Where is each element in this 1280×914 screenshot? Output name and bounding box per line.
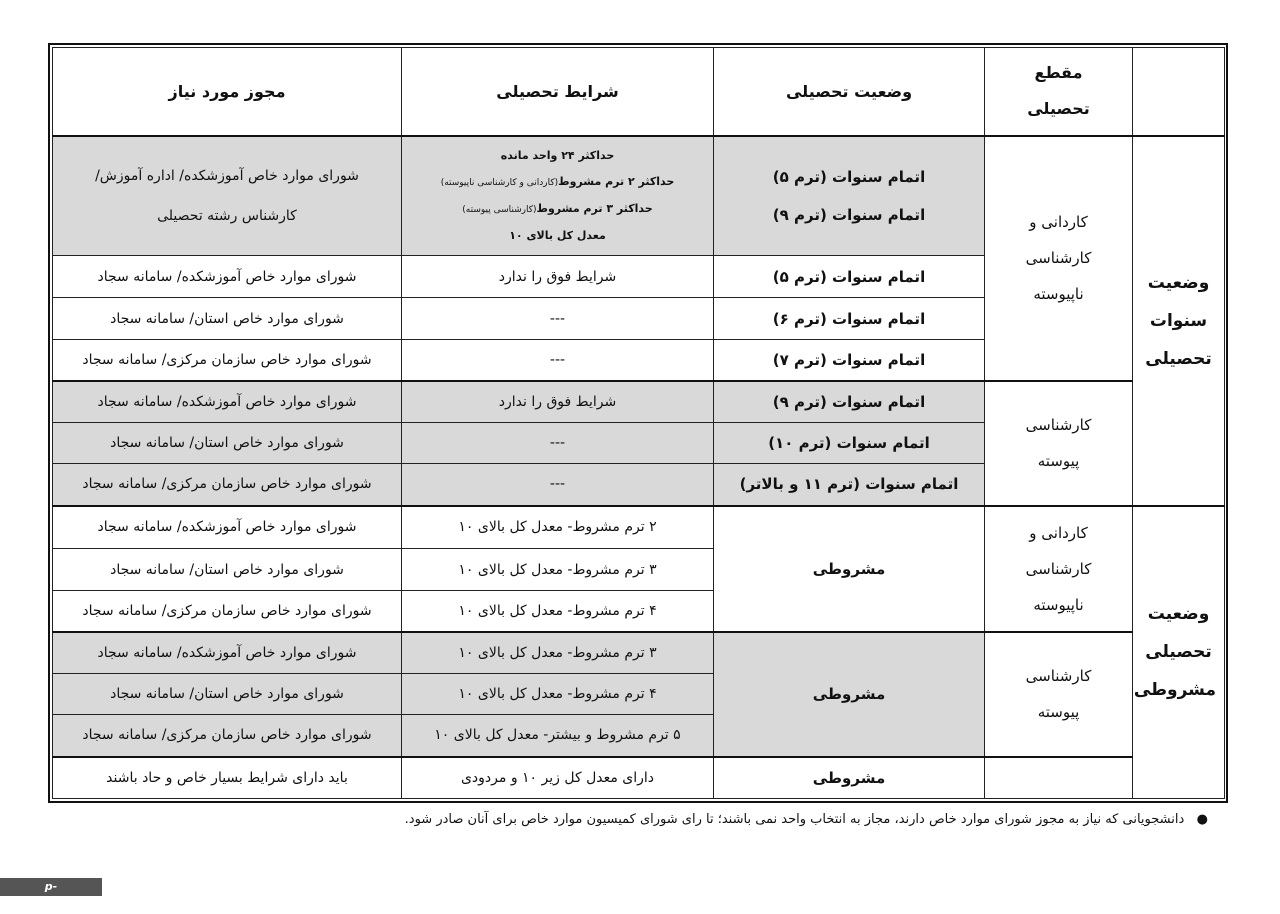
permit-cell: شورای موارد خاص آموزشکده/ سامانه سجاد (53, 632, 402, 674)
bullet-icon: ● (1184, 812, 1208, 827)
status-cell (714, 136, 985, 256)
conditions-cell: شرایط فوق را ندارد (402, 256, 714, 298)
conditions-cell: ۳ ترم مشروط- معدل کل بالای ۱۰ (402, 632, 714, 674)
status-line: اتمام سنوات (ترم ۵) (772, 167, 926, 186)
header-permit: مجوز مورد نیاز (53, 48, 402, 136)
conditions-cell: ۴ ترم مشروط- معدل کل بالای ۱۰ (402, 591, 714, 632)
permit-cell: شورای موارد خاص سازمان مرکزی/ سامانه سجاد (53, 340, 402, 381)
condition-note: (کاردانی و کارشناسی ناپیوسته) (440, 177, 559, 188)
conditions-cell: ۲ ترم مشروط- معدل کل بالای ۱۰ (402, 506, 714, 549)
status-cell: اتمام سنوات (ترم ۵) (714, 256, 985, 298)
table-row (53, 136, 1225, 256)
condition-note: (کارشناسی پیوسته) (462, 204, 537, 215)
group-probation: وضعیت تحصیلی مشروطی (1133, 506, 1225, 799)
condition-text: حداکثر ۲ ترم مشروط (558, 174, 675, 188)
status-line: اتمام سنوات (ترم ۹) (772, 205, 926, 224)
permit-cell: شورای موارد خاص استان/ سامانه سجاد (53, 423, 402, 464)
conditions-cell: --- (402, 464, 714, 506)
table-row (53, 506, 1225, 549)
rules-table-frame (48, 43, 1228, 803)
condition-text: حداکثر ۳ ترم مشروط (536, 201, 653, 215)
level-noncontinuous: کاردانی و کارشناسی ناپیوسته (985, 136, 1133, 381)
permit-cell: شورای موارد خاص استان/ سامانه سجاد (53, 674, 402, 715)
table-row (53, 381, 1225, 423)
status-cell: مشروطی (714, 757, 985, 799)
header-conditions: شرایط تحصیلی (402, 48, 714, 136)
permit-cell: شورای موارد خاص آموزشکده/ سامانه سجاد (53, 381, 402, 423)
conditions-cell: ۵ ترم مشروط و بیشتر- معدل کل بالای ۱۰ (402, 715, 714, 757)
permit-cell: شورای موارد خاص آموزشکده/ سامانه سجاد (53, 256, 402, 298)
permit-cell: شورای موارد خاص استان/ سامانه سجاد (53, 549, 402, 591)
permit-cell: شورای موارد خاص استان/ سامانه سجاد (53, 298, 402, 340)
condition-line: معدل کل بالای ۱۰ (509, 228, 606, 242)
permit-cell: شورای موارد خاص آموزشکده/ سامانه سجاد (53, 506, 402, 549)
header-status: وضعیت تحصیلی (714, 48, 985, 136)
conditions-cell: --- (402, 423, 714, 464)
conditions-cell: ۴ ترم مشروط- معدل کل بالای ۱۰ (402, 674, 714, 715)
permit-cell: شورای موارد خاص سازمان مرکزی/ سامانه سجاد (53, 591, 402, 632)
status-cell: اتمام سنوات (ترم ۷) (714, 340, 985, 381)
footnote-text: دانشجویانی که نیاز به مجوز شورای موارد خاص دارند، مجاز به انتخاب واحد نمی باشند؛ تا رای شورای کمیسیون موارد خاص برای آنان صادر شود. (404, 812, 1185, 827)
conditions-cell: --- (402, 298, 714, 340)
conditions-cell (402, 136, 714, 256)
footnote (405, 812, 1208, 827)
table-row (53, 632, 1225, 674)
condition-line (406, 196, 709, 223)
condition-line: حداکثر ۲۴ واحد مانده (500, 148, 615, 162)
conditions-cell: دارای معدل کل زیر ۱۰ و مردودی (402, 757, 714, 799)
status-cell: مشروطی (714, 506, 985, 632)
header-row (53, 48, 1225, 136)
table-row (53, 757, 1225, 799)
status-cell: اتمام سنوات (ترم ۶) (714, 298, 985, 340)
header-category (1133, 48, 1225, 136)
watermark: p-anzali.tvu.ac.ir (0, 878, 102, 896)
level-noncontinuous: کاردانی و کارشناسی ناپیوسته (985, 506, 1133, 632)
rules-table (52, 47, 1225, 799)
status-cell: اتمام سنوات (ترم ۹) (714, 381, 985, 423)
status-cell: مشروطی (714, 632, 985, 757)
level-continuous: کارشناسی پیوسته (985, 632, 1133, 757)
permit-cell: باید دارای شرایط بسیار خاص و حاد باشند (53, 757, 402, 799)
status-cell: اتمام سنوات (ترم ۱۰) (714, 423, 985, 464)
permit-cell: شورای موارد خاص سازمان مرکزی/ سامانه سجاد (53, 464, 402, 506)
header-level: مقطع تحصیلی (985, 48, 1133, 136)
conditions-cell: --- (402, 340, 714, 381)
level-empty (985, 757, 1133, 799)
permit-cell: شورای موارد خاص آموزشکده/ اداره آموزش/ کارشناس رشته تحصیلی (53, 136, 402, 256)
condition-line (406, 169, 709, 196)
permit-cell: شورای موارد خاص سازمان مرکزی/ سامانه سجاد (53, 715, 402, 757)
group-years: وضعیت سنوات تحصیلی (1133, 136, 1225, 506)
conditions-cell: شرایط فوق را ندارد (402, 381, 714, 423)
status-cell: اتمام سنوات (ترم ۱۱ و بالاتر) (714, 464, 985, 506)
level-continuous: کارشناسی پیوسته (985, 381, 1133, 506)
conditions-cell: ۳ ترم مشروط- معدل کل بالای ۱۰ (402, 549, 714, 591)
